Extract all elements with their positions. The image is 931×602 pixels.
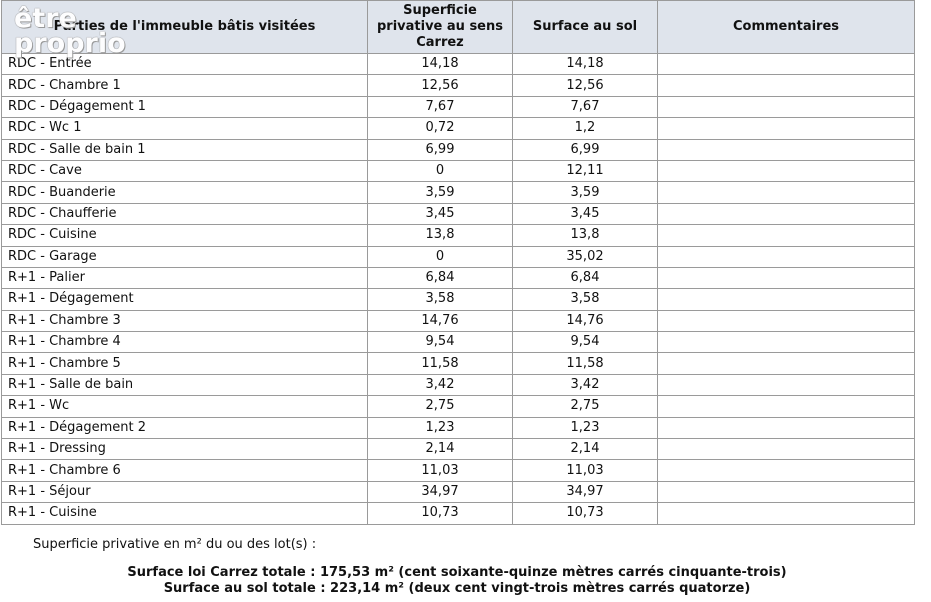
room-cell: R+1 - Salle de bain — [2, 374, 368, 395]
carrez-cell: 13,8 — [368, 225, 513, 246]
comment-cell — [658, 417, 915, 438]
sol-cell: 9,54 — [513, 332, 658, 353]
table-row — [2, 118, 915, 139]
sol-cell: 11,58 — [513, 353, 658, 374]
comment-cell — [658, 139, 915, 160]
surface-table — [1, 0, 915, 525]
sol-cell: 1,23 — [513, 417, 658, 438]
room-cell: R+1 - Dressing — [2, 439, 368, 460]
carrez-cell: 3,59 — [368, 182, 513, 203]
table-row — [2, 289, 915, 310]
table-row — [2, 225, 915, 246]
header-carrez — [368, 1, 513, 54]
room-cell: R+1 - Palier — [2, 267, 368, 288]
comment-cell — [658, 96, 915, 117]
table-row — [2, 54, 915, 75]
comment-cell — [658, 353, 915, 374]
sol-cell: 7,67 — [513, 96, 658, 117]
sol-cell: 3,45 — [513, 203, 658, 224]
room-cell: R+1 - Dégagement 2 — [2, 417, 368, 438]
sol-cell: 11,03 — [513, 460, 658, 481]
table-row — [2, 203, 915, 224]
carrez-cell: 3,45 — [368, 203, 513, 224]
watermark-line1: être — [14, 3, 77, 34]
room-cell: RDC - Wc 1 — [2, 118, 368, 139]
table-body — [2, 54, 915, 525]
sol-cell: 3,59 — [513, 182, 658, 203]
table-row — [2, 96, 915, 117]
carrez-cell: 0 — [368, 246, 513, 267]
table-row — [2, 75, 915, 96]
carrez-cell: 2,75 — [368, 396, 513, 417]
header-carrez-line3: Carrez — [416, 35, 464, 50]
table-row — [2, 182, 915, 203]
carrez-cell: 11,03 — [368, 460, 513, 481]
carrez-cell: 34,97 — [368, 481, 513, 502]
carrez-cell: 14,18 — [368, 54, 513, 75]
carrez-cell: 6,99 — [368, 139, 513, 160]
room-cell: RDC - Dégagement 1 — [2, 96, 368, 117]
carrez-cell: 7,67 — [368, 96, 513, 117]
comment-cell — [658, 203, 915, 224]
carrez-cell: 3,42 — [368, 374, 513, 395]
comment-cell — [658, 118, 915, 139]
table-header-row — [2, 1, 915, 54]
table-row — [2, 139, 915, 160]
table-row — [2, 503, 915, 524]
sol-cell: 3,42 — [513, 374, 658, 395]
table-row — [2, 332, 915, 353]
comment-cell — [658, 160, 915, 181]
sol-cell: 6,99 — [513, 139, 658, 160]
sol-cell: 14,18 — [513, 54, 658, 75]
watermark-line2: proprio — [14, 28, 126, 59]
room-cell: RDC - Salle de bain 1 — [2, 139, 368, 160]
room-cell: RDC - Buanderie — [2, 182, 368, 203]
room-cell: R+1 - Chambre 5 — [2, 353, 368, 374]
header-carrez-line1: Superficie — [403, 3, 477, 18]
sol-total: Surface au sol totale : 223,14 m² (deux cent vingt-trois mètres carrés quatorze) — [163, 581, 751, 596]
comment-cell — [658, 374, 915, 395]
table-row — [2, 353, 915, 374]
comment-cell — [658, 481, 915, 502]
comment-cell — [658, 310, 915, 331]
carrez-cell: 11,58 — [368, 353, 513, 374]
sol-cell: 2,14 — [513, 439, 658, 460]
room-cell: R+1 - Chambre 4 — [2, 332, 368, 353]
comment-cell — [658, 396, 915, 417]
summary-label: Superficie privative en m² du ou des lot(s) : — [33, 537, 317, 552]
carrez-cell: 14,76 — [368, 310, 513, 331]
header-room: Parties de l'immeuble bâtis visitées — [2, 1, 368, 54]
carrez-cell: 0,72 — [368, 118, 513, 139]
sol-cell: 12,11 — [513, 160, 658, 181]
room-cell: RDC - Chambre 1 — [2, 75, 368, 96]
table-row — [2, 267, 915, 288]
carrez-cell: 2,14 — [368, 439, 513, 460]
room-cell: R+1 - Chambre 3 — [2, 310, 368, 331]
carrez-cell: 6,84 — [368, 267, 513, 288]
room-cell: R+1 - Cuisine — [2, 503, 368, 524]
carrez-cell: 9,54 — [368, 332, 513, 353]
room-cell: R+1 - Chambre 6 — [2, 460, 368, 481]
room-cell: RDC - Cuisine — [2, 225, 368, 246]
table-row — [2, 246, 915, 267]
header-comments: Commentaires — [658, 1, 915, 54]
table-row — [2, 396, 915, 417]
table-row — [2, 310, 915, 331]
room-cell: RDC - Chaufferie — [2, 203, 368, 224]
room-cell: RDC - Garage — [2, 246, 368, 267]
totals-block — [0, 565, 914, 597]
surface-table-container — [1, 0, 914, 525]
sol-cell: 35,02 — [513, 246, 658, 267]
room-cell: R+1 - Wc — [2, 396, 368, 417]
carrez-cell: 0 — [368, 160, 513, 181]
table-row — [2, 417, 915, 438]
comment-cell — [658, 75, 915, 96]
carrez-cell: 3,58 — [368, 289, 513, 310]
carrez-cell: 10,73 — [368, 503, 513, 524]
sol-cell: 13,8 — [513, 225, 658, 246]
sol-cell: 2,75 — [513, 396, 658, 417]
carrez-total: Surface loi Carrez totale : 175,53 m² (cent soixante-quinze mètres carrés cinquante-trois) — [127, 565, 787, 580]
comment-cell — [658, 182, 915, 203]
room-cell: R+1 - Dégagement — [2, 289, 368, 310]
room-cell: R+1 - Séjour — [2, 481, 368, 502]
sol-cell: 12,56 — [513, 75, 658, 96]
sol-cell: 34,97 — [513, 481, 658, 502]
comment-cell — [658, 460, 915, 481]
table-row — [2, 374, 915, 395]
sol-cell: 14,76 — [513, 310, 658, 331]
comment-cell — [658, 439, 915, 460]
carrez-cell: 1,23 — [368, 417, 513, 438]
sol-cell: 10,73 — [513, 503, 658, 524]
sol-cell: 3,58 — [513, 289, 658, 310]
sol-cell: 6,84 — [513, 267, 658, 288]
comment-cell — [658, 246, 915, 267]
table-row — [2, 481, 915, 502]
table-row — [2, 160, 915, 181]
header-carrez-line2: privative au sens — [376, 19, 503, 34]
table-row — [2, 439, 915, 460]
sol-cell: 1,2 — [513, 118, 658, 139]
table-row — [2, 460, 915, 481]
comment-cell — [658, 289, 915, 310]
comment-cell — [658, 267, 915, 288]
room-cell: RDC - Cave — [2, 160, 368, 181]
comment-cell — [658, 225, 915, 246]
comment-cell — [658, 54, 915, 75]
comment-cell — [658, 503, 915, 524]
comment-cell — [658, 332, 915, 353]
header-sol: Surface au sol — [513, 1, 658, 54]
room-cell: RDC - Entrée — [2, 54, 368, 75]
carrez-cell: 12,56 — [368, 75, 513, 96]
